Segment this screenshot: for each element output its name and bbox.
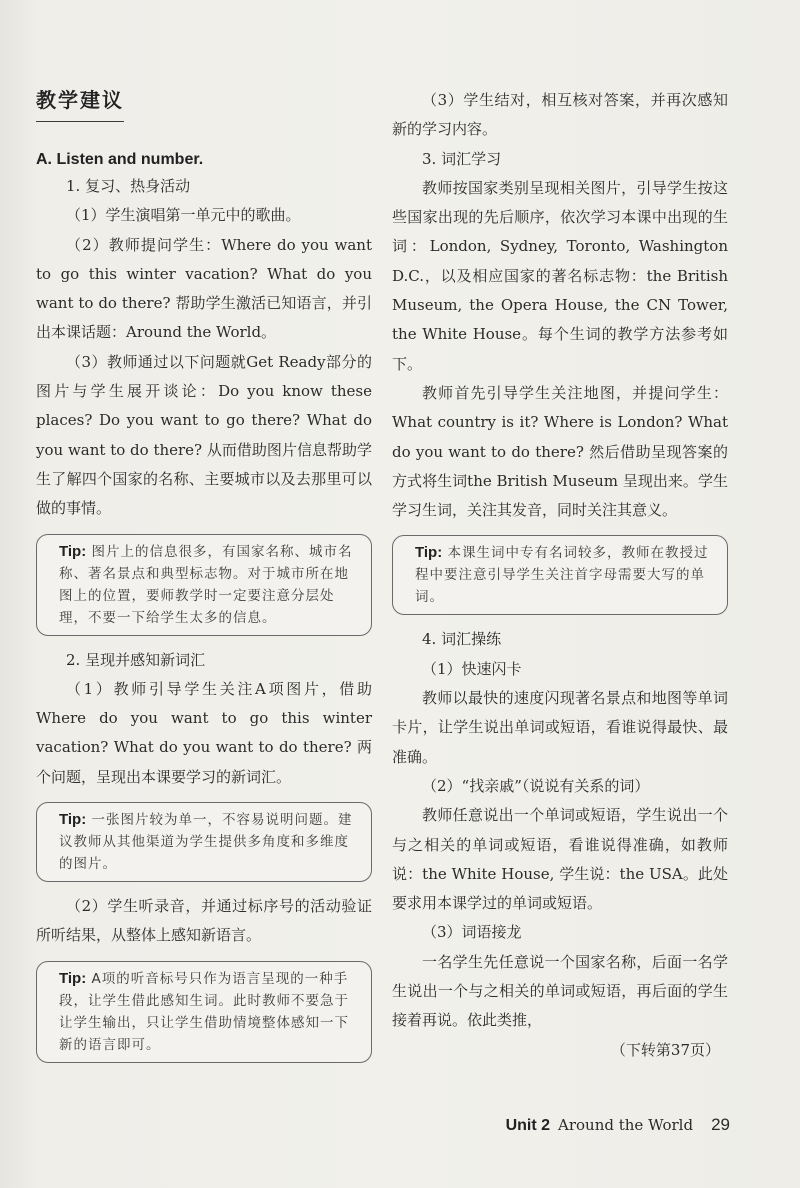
tip-label: Tip: [415, 544, 443, 562]
left-column [36, 86, 372, 1073]
paragraph: 教师按国家类别呈现相关图片，引导学生按这些国家出现的先后顺序，依次学习本课中出现的生词：London, Sydney, Toronto, Washington D.C.，以及相应国家的著名标志物：the British Museum, the Opera House, the CN Tower, the White House。每个生词的教学方法参考如下。 [392, 178, 728, 373]
paragraph: 教师以最快的速度闪现著名景点和地图等单词卡片，让学生说出单词或短语，看谁说得最快、最准确。 [392, 689, 728, 766]
step-heading: 3. 词汇学习 [422, 149, 502, 168]
tip-text: 一张图片较为单一，不容易说明问题。建议教师从其他渠道为学生提供多角度和多维度的图片。 [59, 812, 353, 873]
paragraph: 一名学生先任意说一个国家名称，后面一名学生说出一个与之相关的单词或短语，再后面的学生接着再说。依此类推， [392, 952, 728, 1030]
tip-box [36, 534, 372, 636]
paragraph: （1）学生演唱第一单元中的歌曲。 [66, 206, 301, 225]
paragraph: 教师任意说出一个单词或短语，学生说出一个与之相关的单词或短语，看谁说得准确，如教师说：the White House, 学生说：the USA。此处要求用本课学过的单词或短语。 [392, 806, 728, 913]
step-heading: 1. 复习、热身活动 [66, 177, 191, 195]
paragraph: 教师首先引导学生关注地图，并提问学生：What country is it? Where is London? What do you want to do there? 然后借助呈现答案的方式将生词the British Museum 呈现出来。学生学习生词，关注其发音，同时关注其意义。 [392, 383, 728, 520]
tip-text: 图片上的信息很多，有国家名称、城市名称、著名景点和典型标志物。对于城市所在地图上的位置，要师教学时一定要注意分层处理，不要一下给学生太多的信息。 [59, 543, 353, 626]
tip-box [392, 535, 728, 615]
paragraph: （3）学生结对，相互核对答案，并再次感知新的学习内容。 [392, 91, 728, 139]
tip-box [36, 961, 372, 1063]
footer-unit: Unit 2 [505, 1117, 551, 1134]
tip-label: Tip: [59, 542, 87, 560]
sub-heading: （1）快速闪卡 [422, 659, 522, 678]
footer-chapter: Around the World [558, 1116, 694, 1134]
sub-heading: （2）“找亲戚”（说说有关系的词） [422, 776, 650, 795]
step-heading: 2. 呈现并感知新词汇 [66, 650, 206, 669]
tip-label: Tip: [59, 811, 87, 829]
step-heading: 4. 词汇操练 [422, 630, 502, 649]
sub-heading: （3）词语接龙 [422, 923, 522, 942]
tip-text: 本课生词中专有名词较多，教师在教授过程中要注意引导学生关注首字母需要大写的单词。 [415, 545, 709, 606]
section-heading: A. Listen and number. [36, 151, 204, 168]
page-title: 教学建议 [36, 88, 124, 112]
right-column [392, 86, 728, 1065]
tip-text: A项的听音标号只作为语言呈现的一种手段，让学生借此感知生词。此时教师不要急于让学生输出，只让学生借助情境整体感知一下新的语言即可。 [59, 970, 349, 1053]
continued-note: （下转第37页） [610, 1040, 720, 1059]
paragraph: （3）教师通过以下问题就Get Ready部分的图片与学生展开谈论：Do you know these places? Do you want to go there? What do you want to do there? 从而借助图片信息帮助学生了解四个国家的名称、主要城市以及去那里可以做的事情。 [36, 352, 372, 518]
paragraph: （1）教师引导学生关注A项图片，借助Where do you want to go this winter vacation? What do you want to do there? 两个问题，呈现出本课要学习的新词汇。 [36, 679, 372, 786]
paragraph: （2）教师提问学生：Where do you want to go this winter vacation? What do you want to do there? 帮助学生激活已知语言，并引出本课话题：Around the World。 [36, 235, 372, 342]
tip-box [36, 802, 372, 882]
paragraph: （2）学生听录音，并通过标序号的活动验证所听结果，从整体上感知新语言。 [36, 897, 372, 945]
page-number: 29 [711, 1115, 730, 1134]
title-block [36, 86, 372, 126]
title-underline [36, 121, 124, 122]
tip-label: Tip: [59, 969, 87, 987]
page-footer [506, 1115, 730, 1135]
